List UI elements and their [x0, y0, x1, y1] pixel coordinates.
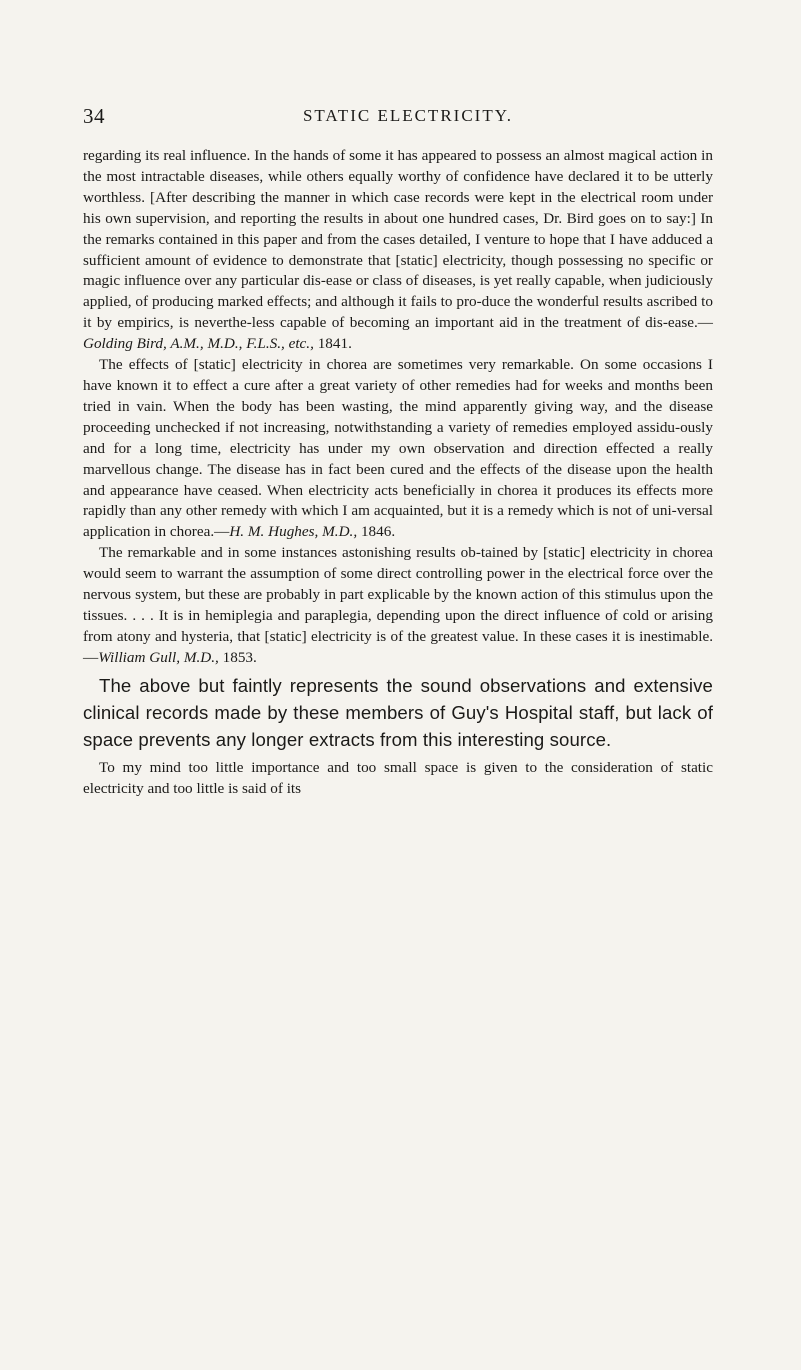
- quote-text: The remarkable and in some instances astonishing results ob-tained by [static] electricity in chorea would seem to warrant the assumption of some direct controlling power in the electrical force over the nervous system, but these are probably in part explicable by the known action of this stimulus upon the tissues. . . . It is in hemiplegia and paraplegia, depending upon the direct influence of cold or arising from atony and hysteria, that [static] electricity is of the greatest value. In these cases it is inestimable.—: [83, 544, 713, 666]
- quoted-extracts: [83, 146, 713, 669]
- closing-paragraph: To my mind too little importance and too small space is given to the consideration of static electricity and too little is said of its: [83, 758, 713, 797]
- citation: Golding Bird, A.M., M.D., F.L.S., etc.,: [83, 335, 314, 353]
- citation: H. M. Hughes, M.D.,: [229, 523, 358, 541]
- citation-year: 1853.: [218, 648, 257, 666]
- quote-text: regarding its real influence. In the hands of some it has appeared to possess an almost magical action in the most intractable diseases, while others equally worthy of confidence have declared it to be utterly worthless. [After describing the manner in which case records were kept in the electrical room under his own supervision, and reporting the results in about one hundred cases, Dr. Bird goes on to say:] In the remarks contained in this paper and from the cases detailed, I venture to hope that I have adduced a sufficient amount of evidence to demonstrate that [static] electricity, though possessing no specific or magic influence over any particular dis-ease or class of diseases, is yet really capable, when judiciously applied, of producing marked effects; and although it fails to pro-duce the wonderful results ascribed to it by empirics, is neverthe-less capable of becoming an important aid in the treatment of dis-ease.—: [83, 147, 713, 332]
- citation-year: 1841.: [313, 335, 352, 353]
- quote-paragraph: [83, 146, 713, 355]
- body-text: [83, 146, 713, 799]
- page-number: 34: [83, 104, 105, 128]
- quote-paragraph: [83, 543, 713, 668]
- quote-text: The effects of [static] electricity in chorea are sometimes very remarkable. On some occasions I have known it to effect a cure after a great variety of other remedies had for weeks and months been tried in vain. When the body has been wasting, the mind apparently giving way, and the disease proceeding unchecked if not increasing, notwithstanding a variety of remedies employed assidu-ously and for a long time, electricity has under my own observation and direction effected a really marvellous change. The disease has in fact been cured and the effects of the disease upon the health and appearance have ceased. When electricity acts beneficially in chorea it produces its effects more rapidly than any other remedy with which I am acquainted, but it is a remedy which is not of uni-versal application in chorea.—: [83, 356, 713, 541]
- author-comment: [83, 672, 713, 753]
- closing-text: [83, 757, 713, 799]
- citation: William Gull, M.D.,: [98, 648, 219, 666]
- comment-paragraph: The above but faintly represents the sound observations and extensive clinical records made by these members of Guy's Hospital staff, but lack of space prevents any longer extracts from this interesting source.: [83, 674, 713, 750]
- citation-year: 1846.: [357, 523, 396, 541]
- page-header: [83, 104, 713, 134]
- running-head: STATIC ELECTRICITY.: [302, 106, 514, 125]
- quote-paragraph: [83, 355, 713, 543]
